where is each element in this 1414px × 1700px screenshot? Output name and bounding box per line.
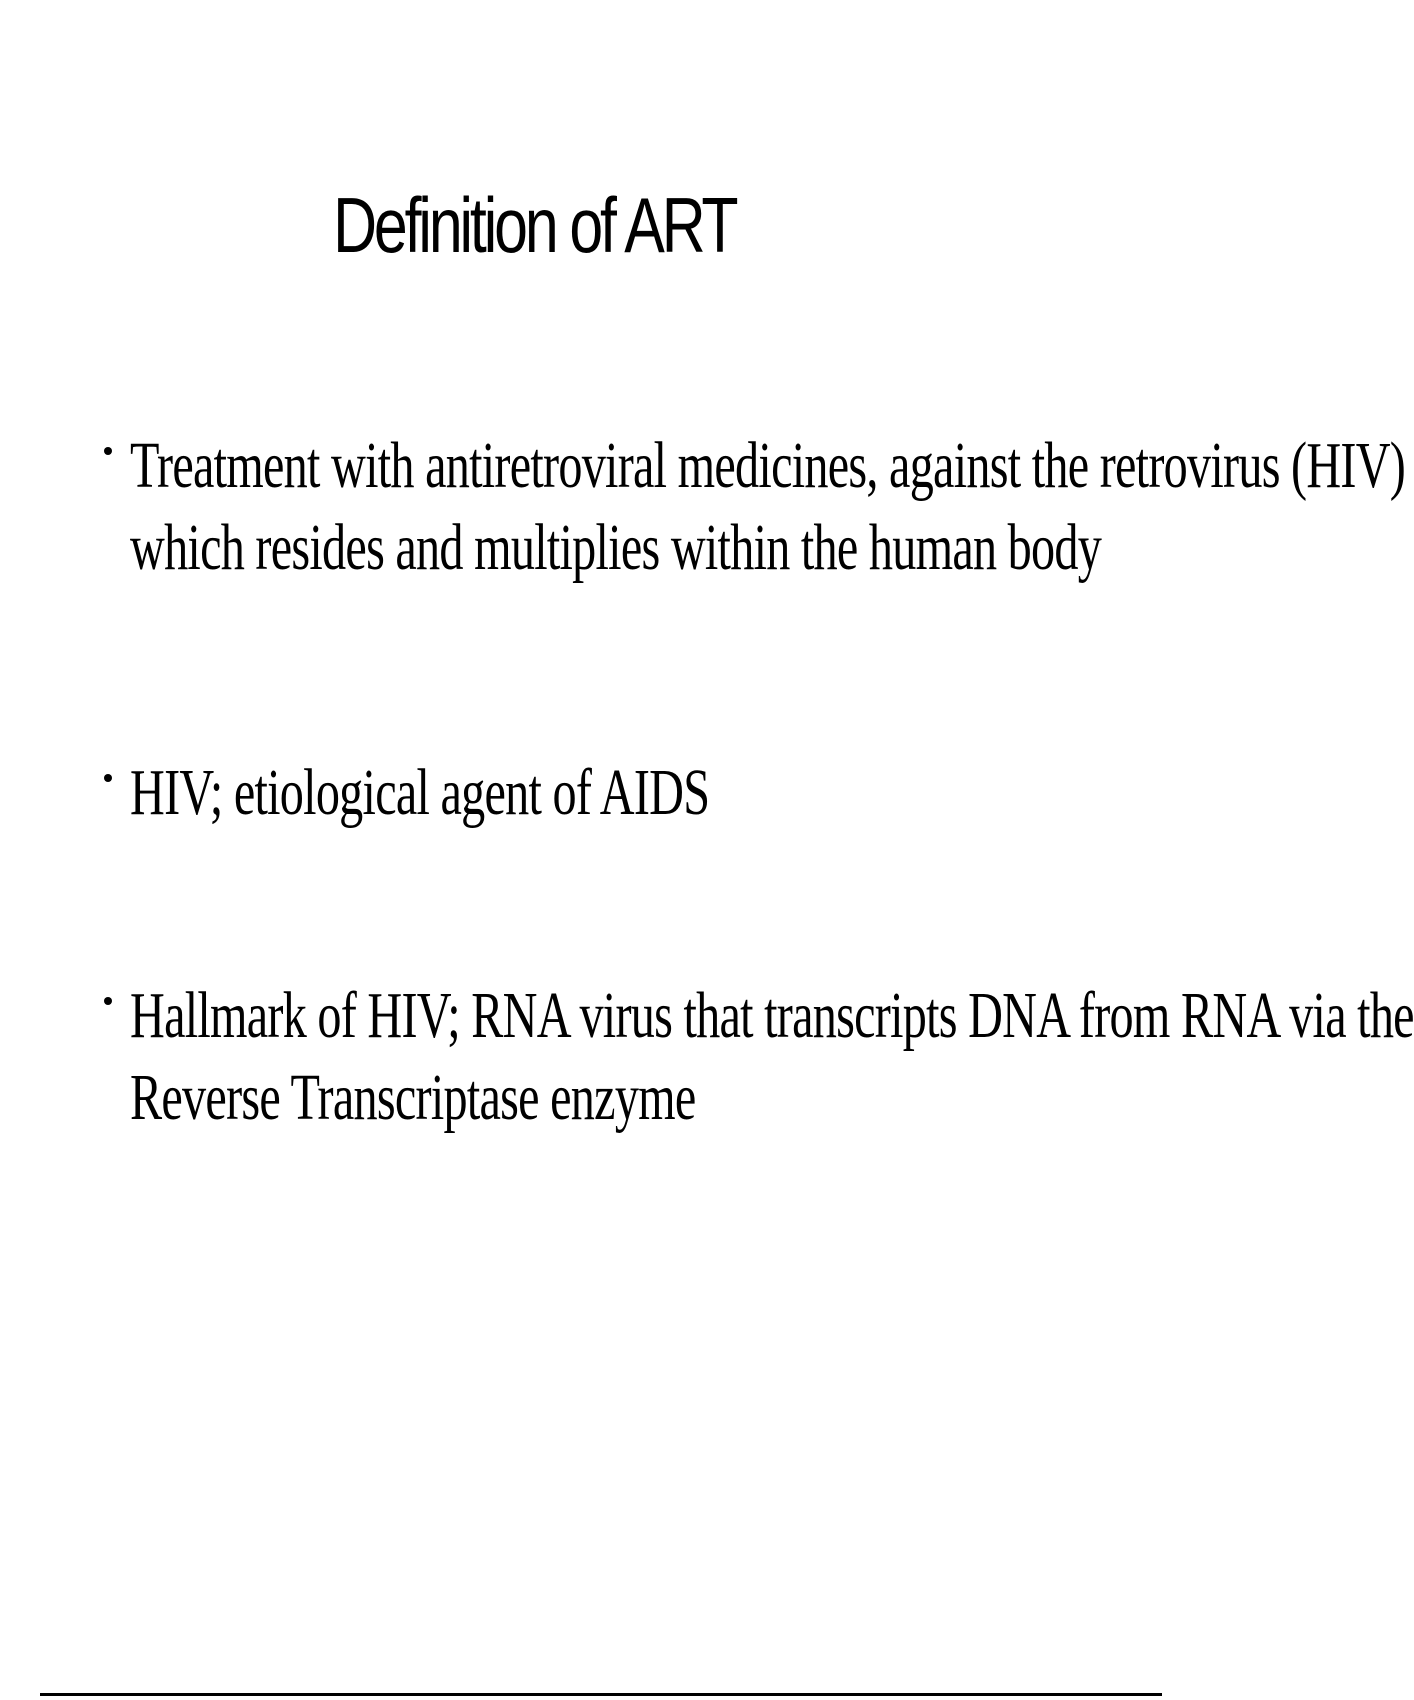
bullet-icon bbox=[104, 774, 112, 782]
bullet-line: which resides and multiplies within the human body bbox=[130, 511, 1102, 584]
bullet-icon bbox=[104, 997, 112, 1005]
bullet-text bbox=[130, 425, 1405, 589]
bullet-text bbox=[130, 752, 709, 834]
bullet-line: HIV; etiological agent of AIDS bbox=[130, 756, 710, 829]
footer-divider bbox=[40, 1693, 1162, 1696]
bullet-text bbox=[130, 975, 1414, 1139]
bullet-icon bbox=[104, 447, 112, 455]
bullet-line: Treatment with antiretroviral medicines, against the retrovirus (HIV) bbox=[130, 429, 1406, 502]
bullet-line: Hallmark of HIV; RNA virus that transcripts DNA from RNA via the bbox=[130, 979, 1414, 1052]
slide-title: Definition of ART bbox=[333, 181, 736, 269]
bullet-line: Reverse Transcriptase enzyme bbox=[130, 1061, 696, 1134]
